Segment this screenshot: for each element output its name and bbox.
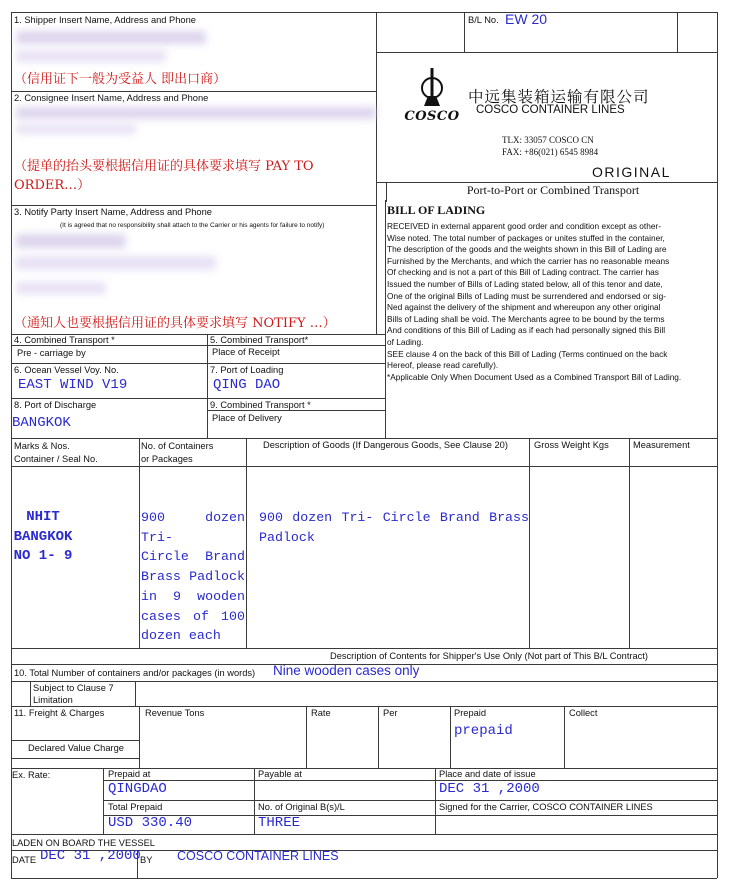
original-stamp: ORIGINAL [592, 164, 671, 180]
payable-at-label: Payable at [258, 769, 302, 779]
consignee-label: 2. Consignee Insert Name, Address and Phone [14, 93, 209, 103]
shipper-redacted [16, 31, 206, 44]
prepaid-value[interactable]: prepaid [454, 723, 513, 739]
vessel-label: 6. Ocean Vessel Voy. No. [14, 365, 119, 375]
packages-line: in 9 wooden [141, 588, 245, 604]
consignee-note-line: （提单的抬头要根据信用证的具体要求填写 PAY TO [14, 159, 314, 174]
place-date-value[interactable]: DEC 31 ,2000 [439, 781, 540, 797]
combined-transport-9-label: 9. Combined Transport * [210, 400, 311, 410]
containers-label [141, 440, 213, 466]
packages-line: dozen each [141, 628, 221, 644]
consignee-redacted [16, 107, 376, 119]
terms-line: Furnished by the Merchants, and which the carrier has no reasonable means [387, 255, 670, 266]
contents-note: Description of Contents for Shipper's Use Only (Not part of This B/L Contract) [330, 651, 649, 661]
marks-line: NO 1- 9 [13, 548, 73, 564]
port-discharge-label: 8. Port of Discharge [14, 400, 97, 410]
logo-wordmark: COSCO [404, 109, 460, 122]
description-value[interactable]: 900 dozen Tri- Circle Brand Brass Padlock [259, 510, 529, 545]
subject-clause-line: Limitation [33, 694, 73, 705]
revenue-tons-label: Revenue Tons [145, 708, 205, 718]
notify-label: 3. Notify Party Insert Name, Address and Phone [14, 207, 212, 217]
collect-label: Collect [569, 708, 598, 718]
description-label: Description of Goods (If Dangerous Goods, See Clause 20) [263, 440, 508, 450]
laden-by-label: BY [140, 855, 153, 865]
subject-clause-line: Subject to Clause 7 [33, 683, 114, 693]
port-loading-value[interactable]: QING DAO [213, 377, 281, 393]
containers-label-line: No. of Containers [141, 441, 214, 451]
terms-line: One of the original Bills of Lading must be surrendered and endorsed or sig- [387, 290, 667, 301]
laden-by-value[interactable]: COSCO CONTAINER LINES [177, 849, 339, 863]
laden-label: LADEN ON BOARD THE VESSEL [12, 838, 155, 848]
port-discharge-value[interactable]: BANGKOK [12, 415, 71, 431]
declared-value-label: Declared Value Charge [28, 743, 124, 753]
packages-line: Circle Brand [141, 549, 245, 565]
combined-transport-4-label: 4. Combined Transport * [14, 335, 115, 345]
marks-line: BANGKOK [13, 528, 73, 545]
total-packages-label: 10. Total Number of containers and/or packages (in words) [14, 668, 256, 678]
marks-label [14, 440, 98, 466]
total-prepaid-value[interactable]: USD 330.40 [108, 815, 193, 831]
prepaid-label: Prepaid [454, 708, 487, 718]
terms-line: And conditions of this Bill of Lading as if each had personally signed this Bill [387, 325, 666, 336]
terms-line: Hereof, please read carefully). [387, 360, 499, 371]
carrier-name-cn: 中远集装箱运输有限公司 [468, 88, 650, 106]
port-loading-label: 7. Port of Loading [210, 365, 284, 375]
vessel-value[interactable]: EAST WIND V19 [18, 377, 128, 393]
packages-line: cases of 100 [141, 608, 245, 624]
packages-line: 900 dozen Tri- [141, 510, 245, 545]
marks-label-line: Marks & Nos. [14, 441, 70, 451]
notify-redacted [16, 282, 106, 294]
terms-line: of Lading. [387, 336, 424, 347]
terms-line: The description of the goods and the weights shown in this Bill of Lading are [387, 244, 667, 255]
terms-line: Issued the number of Bills of Lading stated below, all of this tenor and date, [387, 278, 663, 289]
notify-note: （通知人也要根据信用证的具体要求填写 NOTIFY …） [14, 316, 336, 331]
per-label: Per [383, 708, 398, 718]
cosco-logo [396, 66, 468, 122]
place-of-delivery-label: Place of Delivery [212, 413, 282, 423]
carrier-name-en: COSCO CONTAINER LINES [476, 104, 625, 116]
bl-no-label: B/L No. [468, 15, 499, 25]
notify-sublabel: (It is agreed that no responsibility shall attach to the Carrier or his agents for failure to notify) [60, 222, 325, 229]
terms-line: Wise noted. The total number of packages or unites stuffed in the container, [387, 232, 665, 243]
terms-block [387, 221, 713, 383]
consignee-note [14, 157, 314, 195]
prepaid-at-value[interactable]: QINGDAO [108, 781, 167, 797]
marks-line: NHIT [26, 509, 60, 525]
bol-title: BILL OF LADING [387, 203, 486, 217]
shipper-label: 1. Shipper Insert Name, Address and Phone [14, 15, 196, 25]
shipper-note: （信用证下一般为受益人 即出口商） [14, 72, 227, 87]
terms-line: *Applicable Only When Document Used as a Combined Transport Bill of Lading. [387, 371, 682, 382]
total-prepaid-label: Total Prepaid [108, 802, 163, 812]
notify-redacted [16, 256, 216, 270]
shipper-redacted [16, 50, 166, 62]
laden-date-label: DATE [12, 855, 37, 865]
carrier-tlx: TLX: 33057 COSCO CN [502, 135, 594, 145]
terms-line: RECEIVED in external apparent good order and condition except as other- [387, 221, 661, 231]
packages-line: Brass Padlock [141, 569, 245, 585]
terms-line: Ned against the delivery of the shipment and whereupon any other original [387, 302, 661, 313]
laden-date-value[interactable]: DEC 31 ,2000 [40, 848, 141, 864]
transport-title: Port-to-Port or Combined Transport [466, 183, 640, 197]
containers-label-line: or Packages [141, 454, 193, 464]
ex-rate-label: Ex. Rate: [12, 770, 51, 780]
place-of-receipt-label: Place of Receipt [212, 347, 280, 357]
total-packages-value[interactable]: Nine wooden cases only [273, 663, 420, 678]
subject-clause-label [33, 683, 114, 706]
consignee-note-line: ORDER…） [14, 178, 91, 193]
marks-label-line: Container / Seal No. [14, 454, 98, 464]
originals-value[interactable]: THREE [258, 815, 301, 831]
prepaid-at-label: Prepaid at [108, 769, 151, 779]
terms-line: SEE clause 4 on the back of this Bill of Lading (Terms continued on the back [387, 348, 668, 359]
bl-no-value[interactable]: EW 20 [505, 11, 548, 27]
measurement-label: Measurement [633, 440, 690, 450]
originals-label: No. of Original B(s)/L [258, 802, 345, 812]
marks-value[interactable] [11, 508, 75, 567]
freight-label: 11. Freight & Charges [14, 708, 105, 718]
terms-line: Of checking and is not a part of this Bill of Lading contract. The carrier has [387, 267, 659, 278]
notify-redacted [16, 234, 126, 248]
combined-transport-5-label: 5. Combined Transport* [210, 335, 309, 345]
rate-label: Rate [311, 708, 331, 718]
pre-carriage-label: Pre - carriage by [17, 348, 86, 358]
consignee-redacted [16, 124, 136, 134]
terms-line: Bills of Lading shall be void. The Merchants agree to be bound by the terms [387, 313, 665, 324]
gross-weight-label: Gross Weight Kgs [534, 440, 609, 450]
packages-value[interactable] [141, 508, 245, 646]
place-date-label: Place and date of issue [439, 769, 536, 779]
signed-label: Signed for the Carrier, COSCO CONTAINER LINES [439, 802, 653, 812]
carrier-fax: FAX: +86(021) 6545 8984 [502, 147, 599, 157]
